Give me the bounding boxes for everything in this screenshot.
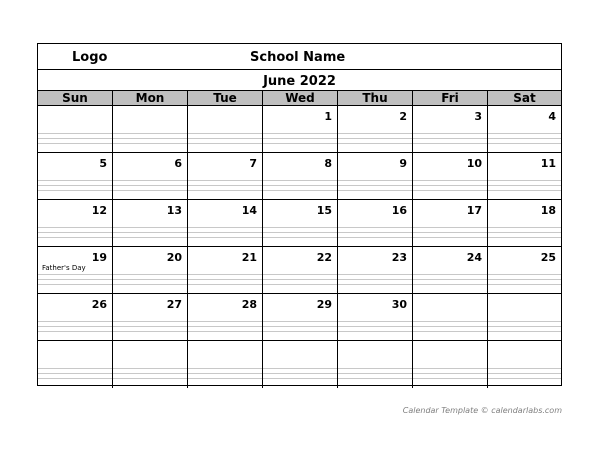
day-number: 21 — [241, 251, 257, 264]
note-line — [263, 237, 337, 238]
note-line — [263, 373, 337, 374]
note-line — [38, 378, 112, 379]
note-line — [188, 232, 262, 233]
note-line — [263, 321, 337, 322]
note-line — [488, 185, 561, 186]
note-line — [188, 321, 262, 322]
note-line — [263, 326, 337, 327]
weekday-sat: Sat — [513, 91, 536, 105]
day-cell-16[interactable] — [338, 200, 413, 246]
day-number: 28 — [241, 298, 257, 311]
day-number: 29 — [316, 298, 332, 311]
day-number: 8 — [324, 157, 332, 170]
weekday-header-row — [38, 91, 561, 106]
note-line — [413, 138, 487, 139]
day-cell-15[interactable] — [263, 200, 338, 246]
note-line — [38, 190, 112, 191]
month-row — [38, 70, 561, 91]
day-cell-4[interactable] — [488, 106, 561, 152]
day-cell-25[interactable] — [488, 247, 561, 293]
empty-day-cell[interactable] — [263, 341, 338, 388]
note-line — [338, 232, 412, 233]
empty-day-cell[interactable] — [338, 341, 413, 388]
empty-day-cell[interactable] — [188, 106, 263, 152]
day-cell-3[interactable] — [413, 106, 488, 152]
note-line — [113, 180, 187, 181]
note-line — [413, 180, 487, 181]
note-line — [263, 331, 337, 332]
note-line — [338, 227, 412, 228]
day-number: 11 — [540, 157, 556, 170]
note-line — [188, 274, 262, 275]
note-line — [188, 185, 262, 186]
note-line — [338, 133, 412, 134]
day-cell-9[interactable] — [338, 153, 413, 199]
note-line — [113, 284, 187, 285]
day-cell-23[interactable] — [338, 247, 413, 293]
day-cell-12[interactable] — [38, 200, 113, 246]
day-number: 24 — [466, 251, 482, 264]
week-row — [38, 294, 561, 341]
note-line — [38, 274, 112, 275]
day-cell-1[interactable] — [263, 106, 338, 152]
day-number: 23 — [391, 251, 407, 264]
day-cell-14[interactable] — [188, 200, 263, 246]
weekday-tue: Tue — [188, 91, 263, 105]
day-number: 10 — [466, 157, 482, 170]
note-line — [38, 331, 112, 332]
note-line — [413, 190, 487, 191]
note-line — [263, 138, 337, 139]
note-line — [38, 185, 112, 186]
note-line — [413, 326, 487, 327]
note-line — [188, 373, 262, 374]
note-line — [338, 138, 412, 139]
note-line — [38, 321, 112, 322]
note-line — [38, 368, 112, 369]
note-line — [263, 190, 337, 191]
note-line — [338, 143, 412, 144]
note-line — [113, 185, 187, 186]
note-line — [113, 326, 187, 327]
day-number: 27 — [166, 298, 182, 311]
day-number: 12 — [91, 204, 107, 217]
day-number: 18 — [540, 204, 556, 217]
note-line — [263, 368, 337, 369]
day-number: 22 — [316, 251, 332, 264]
note-line — [338, 279, 412, 280]
note-line — [338, 378, 412, 379]
note-line — [38, 180, 112, 181]
note-line — [263, 274, 337, 275]
note-line — [488, 373, 561, 374]
weekday-thu: Thu — [338, 91, 413, 105]
note-line — [413, 321, 487, 322]
note-line — [488, 143, 561, 144]
note-line — [38, 232, 112, 233]
note-line — [413, 274, 487, 275]
note-line — [488, 227, 561, 228]
note-line — [188, 279, 262, 280]
note-line — [413, 237, 487, 238]
day-number: 13 — [166, 204, 182, 217]
note-line — [38, 133, 112, 134]
empty-day-cell[interactable] — [413, 294, 488, 340]
note-line — [263, 279, 337, 280]
day-cell-29[interactable] — [263, 294, 338, 340]
note-line — [38, 373, 112, 374]
note-line — [413, 279, 487, 280]
note-line — [113, 373, 187, 374]
note-line — [338, 321, 412, 322]
note-line — [263, 143, 337, 144]
week-row — [38, 341, 561, 388]
day-number: 9 — [399, 157, 407, 170]
note-line — [413, 133, 487, 134]
day-number: 15 — [316, 204, 332, 217]
note-line — [188, 237, 262, 238]
day-cell-13[interactable] — [113, 200, 188, 246]
day-cell-17[interactable] — [413, 200, 488, 246]
note-line — [488, 331, 561, 332]
day-number: 30 — [391, 298, 407, 311]
note-line — [488, 326, 561, 327]
note-line — [338, 331, 412, 332]
note-line — [113, 232, 187, 233]
day-cell-21[interactable] — [188, 247, 263, 293]
note-line — [338, 180, 412, 181]
note-line — [488, 138, 561, 139]
day-cell-18[interactable] — [488, 200, 561, 246]
note-line — [263, 284, 337, 285]
note-line — [338, 185, 412, 186]
note-line — [338, 274, 412, 275]
note-line — [188, 284, 262, 285]
day-cell-30[interactable] — [338, 294, 413, 340]
footer-credit: Calendar Template © calendarlabs.com — [402, 406, 562, 415]
note-line — [488, 180, 561, 181]
note-line — [263, 227, 337, 228]
note-line — [488, 321, 561, 322]
note-line — [413, 331, 487, 332]
note-line — [188, 138, 262, 139]
day-cell-26[interactable] — [38, 294, 113, 340]
note-line — [113, 237, 187, 238]
empty-day-cell[interactable] — [113, 341, 188, 388]
week-row — [38, 153, 561, 200]
day-cell-7[interactable] — [188, 153, 263, 199]
day-number: 7 — [249, 157, 257, 170]
note-line — [488, 279, 561, 280]
note-line — [488, 133, 561, 134]
note-line — [113, 190, 187, 191]
note-line — [413, 185, 487, 186]
note-line — [338, 237, 412, 238]
day-number: 17 — [466, 204, 482, 217]
note-line — [188, 180, 262, 181]
month-title: June 2022 — [263, 74, 336, 89]
day-cell-22[interactable] — [263, 247, 338, 293]
week-row — [38, 200, 561, 247]
note-line — [263, 185, 337, 186]
day-number: 3 — [474, 110, 482, 123]
weekday-fri: Fri — [413, 91, 488, 105]
note-line — [413, 232, 487, 233]
empty-day-cell[interactable] — [188, 341, 263, 388]
note-line — [338, 284, 412, 285]
note-line — [113, 138, 187, 139]
note-line — [488, 274, 561, 275]
note-line — [488, 368, 561, 369]
note-line — [38, 326, 112, 327]
note-line — [413, 284, 487, 285]
day-cell-10[interactable] — [413, 153, 488, 199]
note-line — [38, 284, 112, 285]
note-line — [113, 331, 187, 332]
note-line — [338, 190, 412, 191]
day-cell-8[interactable] — [263, 153, 338, 199]
note-line — [113, 279, 187, 280]
note-line — [488, 237, 561, 238]
weekday-mon: Mon — [113, 91, 188, 105]
note-line — [188, 227, 262, 228]
day-cell-24[interactable] — [413, 247, 488, 293]
note-line — [488, 378, 561, 379]
week-row — [38, 247, 561, 294]
note-line — [113, 227, 187, 228]
note-line — [188, 133, 262, 134]
school-name: School Name — [250, 50, 346, 65]
note-line — [263, 232, 337, 233]
day-number: 5 — [99, 157, 107, 170]
day-number: 4 — [548, 110, 556, 123]
day-number: 2 — [399, 110, 407, 123]
note-line — [413, 143, 487, 144]
note-line — [263, 378, 337, 379]
note-line — [38, 227, 112, 228]
note-line — [113, 143, 187, 144]
note-line — [113, 368, 187, 369]
note-line — [338, 373, 412, 374]
note-line — [113, 133, 187, 134]
note-line — [188, 378, 262, 379]
note-line — [113, 378, 187, 379]
note-line — [488, 232, 561, 233]
note-line — [188, 331, 262, 332]
day-number: 20 — [166, 251, 182, 264]
note-line — [38, 143, 112, 144]
note-line — [38, 138, 112, 139]
note-line — [113, 321, 187, 322]
day-cell-19[interactable] — [38, 247, 113, 293]
day-number: 26 — [91, 298, 107, 311]
weekday-sun: Sun — [38, 91, 113, 105]
calendar-sheet — [37, 43, 562, 386]
empty-day-cell[interactable] — [488, 341, 561, 388]
day-number: 25 — [540, 251, 556, 264]
note-line — [188, 190, 262, 191]
event-label: Father's Day — [42, 264, 86, 272]
note-line — [263, 133, 337, 134]
day-number: 14 — [241, 204, 257, 217]
note-line — [338, 326, 412, 327]
weekday-wed: Wed — [263, 91, 338, 105]
day-cell-11[interactable] — [488, 153, 561, 199]
note-line — [413, 373, 487, 374]
note-line — [338, 368, 412, 369]
calendar-grid — [38, 106, 561, 385]
empty-day-cell[interactable] — [38, 106, 113, 152]
day-cell-6[interactable] — [113, 153, 188, 199]
day-number: 1 — [324, 110, 332, 123]
note-line — [188, 326, 262, 327]
day-number: 19 — [91, 251, 107, 264]
day-cell-2[interactable] — [338, 106, 413, 152]
empty-day-cell[interactable] — [488, 294, 561, 340]
note-line — [113, 274, 187, 275]
note-line — [413, 378, 487, 379]
day-number: 16 — [391, 204, 407, 217]
week-row — [38, 106, 561, 153]
note-line — [413, 227, 487, 228]
logo-placeholder: Logo — [72, 50, 108, 65]
note-line — [188, 368, 262, 369]
empty-day-cell[interactable] — [113, 106, 188, 152]
note-line — [413, 368, 487, 369]
day-cell-5[interactable] — [38, 153, 113, 199]
note-line — [263, 180, 337, 181]
header-row — [38, 44, 561, 70]
empty-day-cell[interactable] — [413, 341, 488, 388]
empty-day-cell[interactable] — [38, 341, 113, 388]
day-cell-28[interactable] — [188, 294, 263, 340]
day-cell-27[interactable] — [113, 294, 188, 340]
day-number: 6 — [174, 157, 182, 170]
note-line — [38, 237, 112, 238]
note-line — [188, 143, 262, 144]
note-line — [488, 190, 561, 191]
note-line — [488, 284, 561, 285]
day-cell-20[interactable] — [113, 247, 188, 293]
note-line — [38, 279, 112, 280]
